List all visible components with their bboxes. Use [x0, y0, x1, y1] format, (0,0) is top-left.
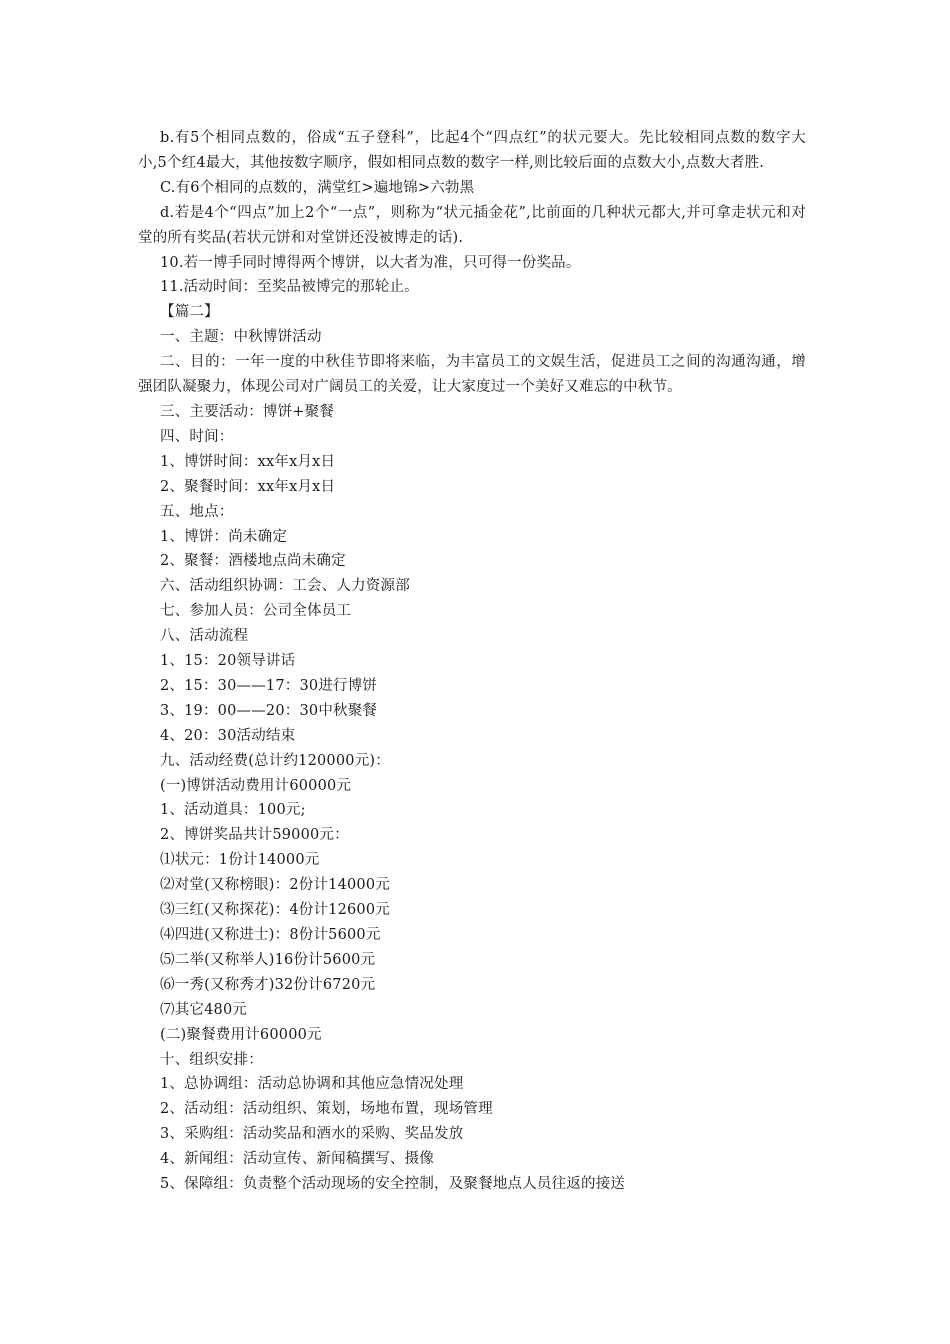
- paragraph: 11.活动时间：至奖品被博完的那轮止。: [160, 279, 419, 296]
- paragraph: (一)博饼活动费用计60000元: [160, 777, 352, 794]
- paragraph: 10.若一博手同时博得两个博饼，以大者为准，只可得一份奖品。: [160, 254, 581, 271]
- paragraph: 六、活动组织协调：工会、人力资源部: [160, 578, 410, 595]
- paragraph: C.有6个相同的点数的，满堂红>遍地锦>六勃黑: [160, 179, 475, 196]
- paragraph: 【篇二】: [160, 304, 219, 321]
- paragraph: 2、聚餐：酒楼地点尚未确定: [160, 553, 346, 570]
- paragraph: 五、地点：: [160, 503, 234, 520]
- document-body: [138, 126, 806, 1197]
- paragraph: b.有5个相同点数的，俗成“五子登科”，比起4个“四点红”的状元要大。先比较相同点数的数字大小,5个红4最大，其他按数字顺序，假如相同点数的数字一样,则比较后面的点数大小,点数大者胜.: [138, 130, 806, 171]
- paragraph: 2、15：30——17：30进行博饼: [160, 677, 378, 694]
- paragraph: 4、新闻组：活动宣传、新闻稿撰写、摄像: [160, 1151, 435, 1168]
- paragraph: 5、保障组：负责整个活动现场的安全控制，及聚餐地点人员往返的接送: [160, 1176, 626, 1193]
- paragraph: 一、主题：中秋博饼活动: [160, 329, 322, 346]
- paragraph: 十、组织安排：: [160, 1051, 263, 1068]
- paragraph: ⑺其它480元: [160, 1001, 248, 1018]
- paragraph: ⑹一秀(又称秀才)32份计6720元: [160, 976, 376, 993]
- paragraph: (二)聚餐费用计60000元: [160, 1026, 322, 1043]
- paragraph: 3、19：00——20：30中秋聚餐: [160, 702, 378, 719]
- paragraph: 四、时间：: [160, 428, 234, 445]
- paragraph: 1、15：20领导讲话: [160, 653, 296, 670]
- paragraph: 4、20：30活动结束: [160, 727, 296, 744]
- paragraph: 2、博饼奖品共计59000元：: [160, 827, 349, 844]
- paragraph: ⑶三红(又称探花)：4份计12600元: [160, 902, 390, 919]
- paragraph: 二、目的：一年一度的中秋佳节即将来临，为丰富员工的文娱生活，促进员工之间的沟通沟通，增强团队凝聚力，体现公司对广阔员工的关爱，让大家度过一个美好又难忘的中秋节。: [138, 354, 806, 396]
- paragraph: 1、博饼时间：xx年x月x日: [160, 453, 336, 470]
- paragraph: ⑴状元：1份计14000元: [160, 852, 320, 869]
- paragraph: ⑸二举(又称举人)16份计5600元: [160, 951, 376, 968]
- paragraph: 1、活动道具：100元;: [160, 802, 306, 819]
- paragraph: ⑷四进(又称进士)：8份计5600元: [160, 927, 381, 943]
- paragraph: 2、活动组：活动组织、策划，场地布置，现场管理: [160, 1101, 493, 1118]
- paragraph: 1、博饼：尚未确定: [160, 528, 288, 545]
- paragraph: 1、总协调组：活动总协调和其他应急情况处理: [160, 1076, 464, 1093]
- paragraph: 八、活动流程: [160, 628, 249, 645]
- paragraph: ⑵对堂(又称榜眼)：2份计14000元: [160, 877, 390, 894]
- paragraph: 2、聚餐时间：xx年x月x日: [160, 478, 336, 495]
- paragraph: 七、参加人员：公司全体员工: [160, 603, 352, 620]
- paragraph: 三、主要活动：博饼+聚餐: [160, 403, 335, 420]
- paragraph: 九、活动经费(总计约120000元)：: [160, 752, 390, 769]
- paragraph: d.若是4个“四点”加上2个“一点”，则称为“状元插金花”,比前面的几种状元都大,并可拿走状元和对堂的所有奖品(若状元饼和对堂饼还没被博走的话).: [138, 204, 806, 246]
- paragraph: 3、采购组：活动奖品和酒水的采购、奖品发放: [160, 1126, 464, 1143]
